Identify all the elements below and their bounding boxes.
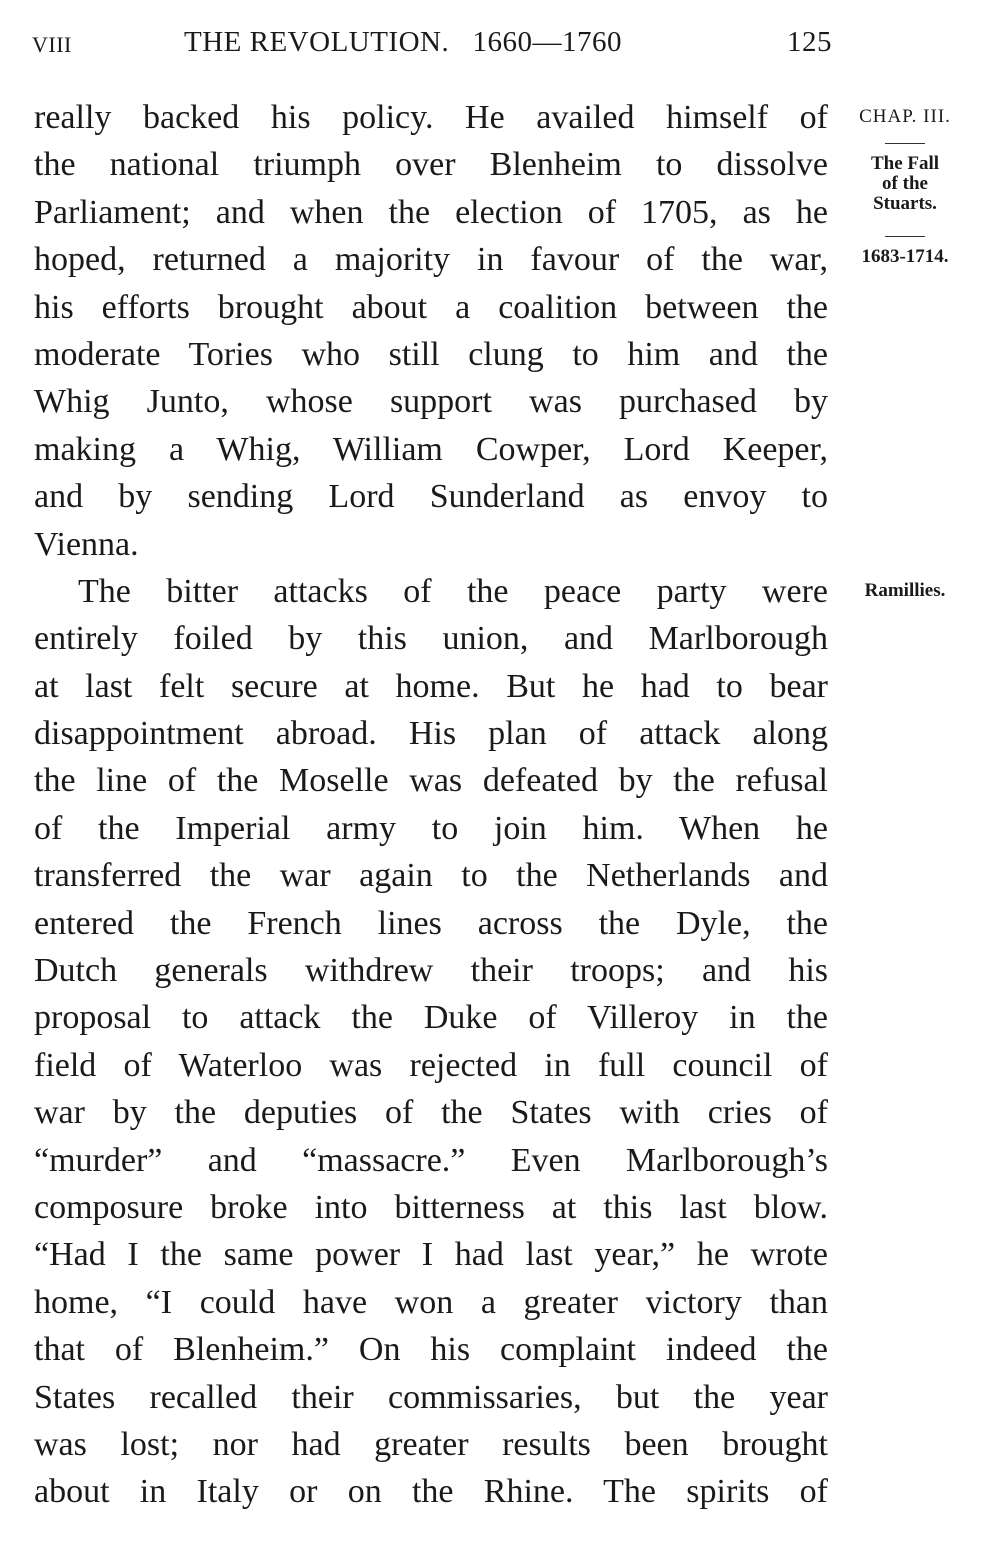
margin-fall-of-stuarts <box>840 154 970 214</box>
text-line: that of Blenheim.” On his complaint indeed the <box>34 1331 828 1369</box>
running-title: THE REVOLUTION. 1660—1760 <box>184 26 622 58</box>
text-line: about in Italy or on the Rhine. The spirits of <box>34 1473 828 1511</box>
text-line: really backed his policy. He availed himself of <box>34 99 828 136</box>
text-line: the national triumph over Blenheim to dissolve <box>34 146 828 184</box>
text-line: of the Imperial army to join him. When he <box>34 809 828 847</box>
text-line: Parliament; and when the election of 1705, as he <box>34 193 828 231</box>
margin-fall-line3: Stuarts. <box>873 193 937 214</box>
text-line: field of Waterloo was rejected in full council of <box>34 1046 828 1084</box>
margin-years: 1683-1714. <box>861 246 949 267</box>
text-line: “Had I the same power I had last year,” he wrote <box>34 1236 828 1274</box>
text-line: disappointment abroad. His plan of attack along <box>34 715 828 753</box>
text-line: States recalled their commissaries, but the year <box>34 1378 828 1416</box>
margin-chapter: CHAP. III. <box>859 106 951 127</box>
text-line: war by the deputies of the States with cries of <box>34 1094 828 1132</box>
text-line: proposal to attack the Duke of Villeroy in the <box>34 999 828 1037</box>
text-line: composure broke into bitterness at this last blow. <box>34 1188 828 1226</box>
margin-rule-top <box>885 143 925 144</box>
text-line: moderate Tories who still clung to him and the <box>34 335 828 373</box>
text-line: his efforts brought about a coalition between the <box>34 288 828 326</box>
text-line: entered the French lines across the Dyle, the <box>34 904 828 942</box>
text-line: and by sending Lord Sunderland as envoy to <box>34 478 828 516</box>
page-number: 125 <box>787 26 832 58</box>
body-text <box>34 94 828 1516</box>
text-line: Dutch generals withdrew their troops; and his <box>34 952 828 990</box>
text-line: The bitter attacks of the peace party were <box>78 572 828 610</box>
text-line: the line of the Moselle was defeated by the refusal <box>34 762 828 800</box>
text-line: home, “I could have won a greater victory than <box>34 1283 828 1321</box>
running-header <box>32 26 832 62</box>
text-line: hoped, returned a majority in favour of the war, <box>34 241 828 279</box>
text-line: Vienna. <box>34 525 139 563</box>
text-line: was lost; nor had greater results been brought <box>34 1425 828 1463</box>
margin-fall-line2: of the <box>882 173 928 194</box>
text-line: transferred the war again to the Netherlands and <box>34 857 828 895</box>
margin-rule-bottom <box>885 236 925 237</box>
margin-fall-line1: The Fall <box>870 153 940 174</box>
text-line: Whig Junto, whose support was purchased by <box>34 383 828 421</box>
text-line: making a Whig, William Cowper, Lord Keeper, <box>34 430 828 468</box>
text-line: “murder” and “massacre.” Even Marlborough’s <box>34 1141 828 1179</box>
text-line: at last felt secure at home. But he had to bear <box>34 667 828 705</box>
text-line: entirely foiled by this union, and Marlborough <box>34 620 828 658</box>
margin-ramillies: Ramillies. <box>864 580 946 601</box>
section-number: VIII <box>32 32 72 57</box>
